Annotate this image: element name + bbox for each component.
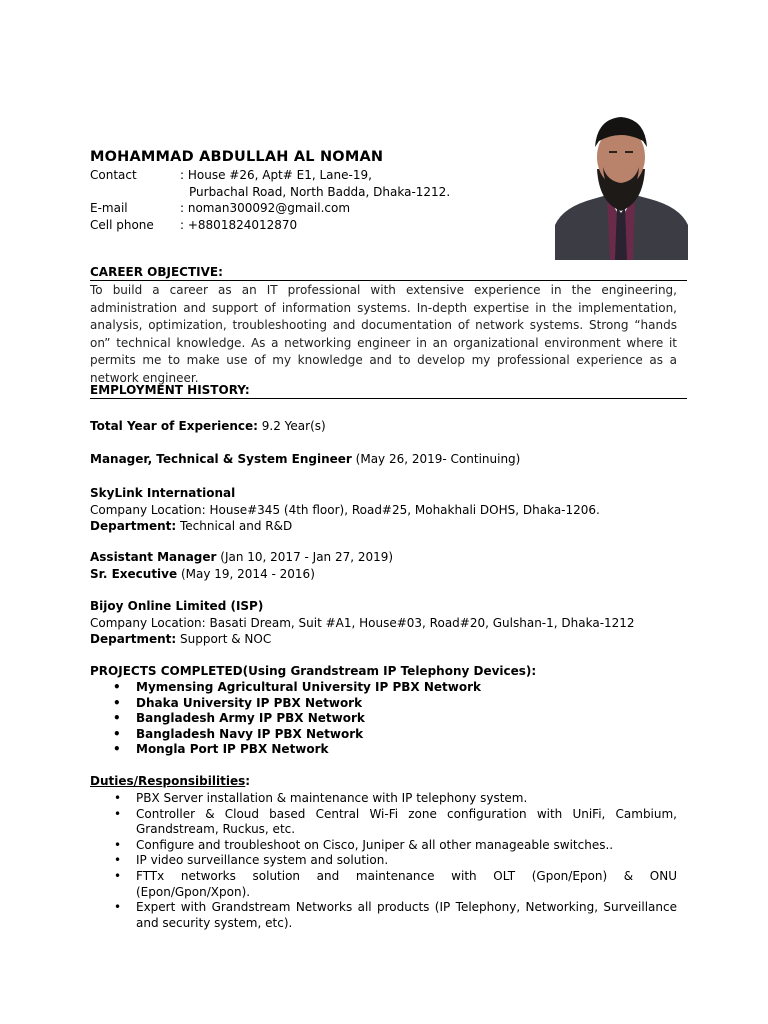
email-label: E-mail	[90, 201, 128, 215]
career-objective-text: To build a career as an IT professional with extensive experience in the engineering, administration and support of information systems. In-depth expertise in the implementation, analysis, optimization, troubleshooting and documentation of network systems. Strong “hands on” technical knowledge. As a networking engineer in an organizational environment where it permits me to make use of my knowledge and to develop my professional experience as a network engineer.	[90, 283, 677, 385]
company2-block	[90, 598, 635, 648]
list-item: • Expert with Grandstream Networks all products (IP Telephony, Networking, Surveillance and security system, etc).	[90, 900, 677, 931]
career-objective-heading: CAREER OBJECTIVE:	[90, 265, 687, 281]
total-experience-label: Total Year of Experience:	[90, 419, 258, 433]
company2-dept-label: Department:	[90, 632, 177, 646]
duties-heading	[90, 774, 250, 788]
list-item: • Controller & Cloud based Central Wi-Fi zone configuration with UniFi, Cambium, Grandstream, Ruckus, etc.	[90, 807, 677, 838]
job2-dates: (Jan 10, 2017 - Jan 27, 2019)	[216, 550, 394, 564]
list-item: • PBX Server installation & maintenance with IP telephony system.	[90, 791, 677, 807]
company2-dept-value: Support & NOC	[176, 632, 272, 646]
job-title-current	[90, 451, 520, 468]
job3-dates: (May 19, 2014 - 2016)	[177, 566, 315, 581]
total-experience	[90, 418, 326, 435]
phone-label: Cell phone	[90, 217, 154, 232]
company1-location: Company Location: House#345 (4th floor), Road#25, Mohakhali DOHS, Dhaka-1206.	[90, 502, 600, 517]
duties-heading-colon: :	[245, 774, 251, 788]
list-item: • Mymensing Agricultural University IP PBX Network	[90, 680, 481, 696]
company2-name: Bijoy Online Limited (ISP)	[90, 599, 264, 613]
list-item: • Configure and troubleshoot on Cisco, Juniper & all other manageable switches..	[90, 838, 677, 854]
company1-dept-value: Technical and R&D	[176, 519, 293, 533]
list-item: • Mongla Port IP PBX Network	[90, 742, 481, 758]
total-experience-value: 9.2 Year(s)	[257, 419, 326, 433]
list-item: • FTTx networks solution and maintenance with OLT (Gpon/Epon) & ONU (Epon/Gpon/Xpon).	[90, 869, 677, 900]
duties-heading-text: Duties/Responsibilities	[90, 774, 246, 788]
contact-block	[90, 167, 450, 233]
job1-title: Manager, Technical & System Engineer	[90, 452, 352, 466]
email-value[interactable]: : noman300092@gmail.com	[180, 201, 351, 215]
projects-list	[90, 680, 481, 758]
employment-history-heading: EMPLOYMENT HISTORY:	[90, 383, 687, 399]
list-item: • Bangladesh Army IP PBX Network	[90, 711, 481, 727]
previous-roles	[90, 549, 393, 582]
list-item: • Bangladesh Navy IP PBX Network	[90, 727, 481, 743]
company1-dept-label: Department:	[90, 519, 177, 533]
profile-photo	[555, 107, 688, 260]
candidate-name: MOHAMMAD ABDULLAH AL NOMAN	[90, 149, 384, 165]
company1-name: SkyLink International	[90, 486, 236, 500]
job2-title: Assistant Manager	[90, 550, 217, 564]
contact-address-line2: Purbachal Road, North Badda, Dhaka-1212.	[189, 184, 451, 199]
contact-address-line1: : House #26, Apt# E1, Lane-19,	[180, 168, 372, 182]
company1-block	[90, 485, 600, 535]
job1-dates: (May 26, 2019- Continuing)	[351, 452, 521, 466]
list-item: • IP video surveillance system and solution.	[90, 853, 677, 869]
job3-title: Sr. Executive	[90, 566, 178, 581]
list-item: • Dhaka University IP PBX Network	[90, 696, 481, 712]
duties-list	[90, 791, 677, 931]
projects-heading: PROJECTS COMPLETED(Using Grandstream IP Telephony Devices):	[90, 664, 537, 678]
contact-label: Contact	[90, 168, 137, 182]
phone-value: : +8801824012870	[180, 217, 298, 232]
company2-location: Company Location: Basati Dream, Suit #A1, House#03, Road#20, Gulshan-1, Dhaka-1212	[90, 615, 635, 630]
